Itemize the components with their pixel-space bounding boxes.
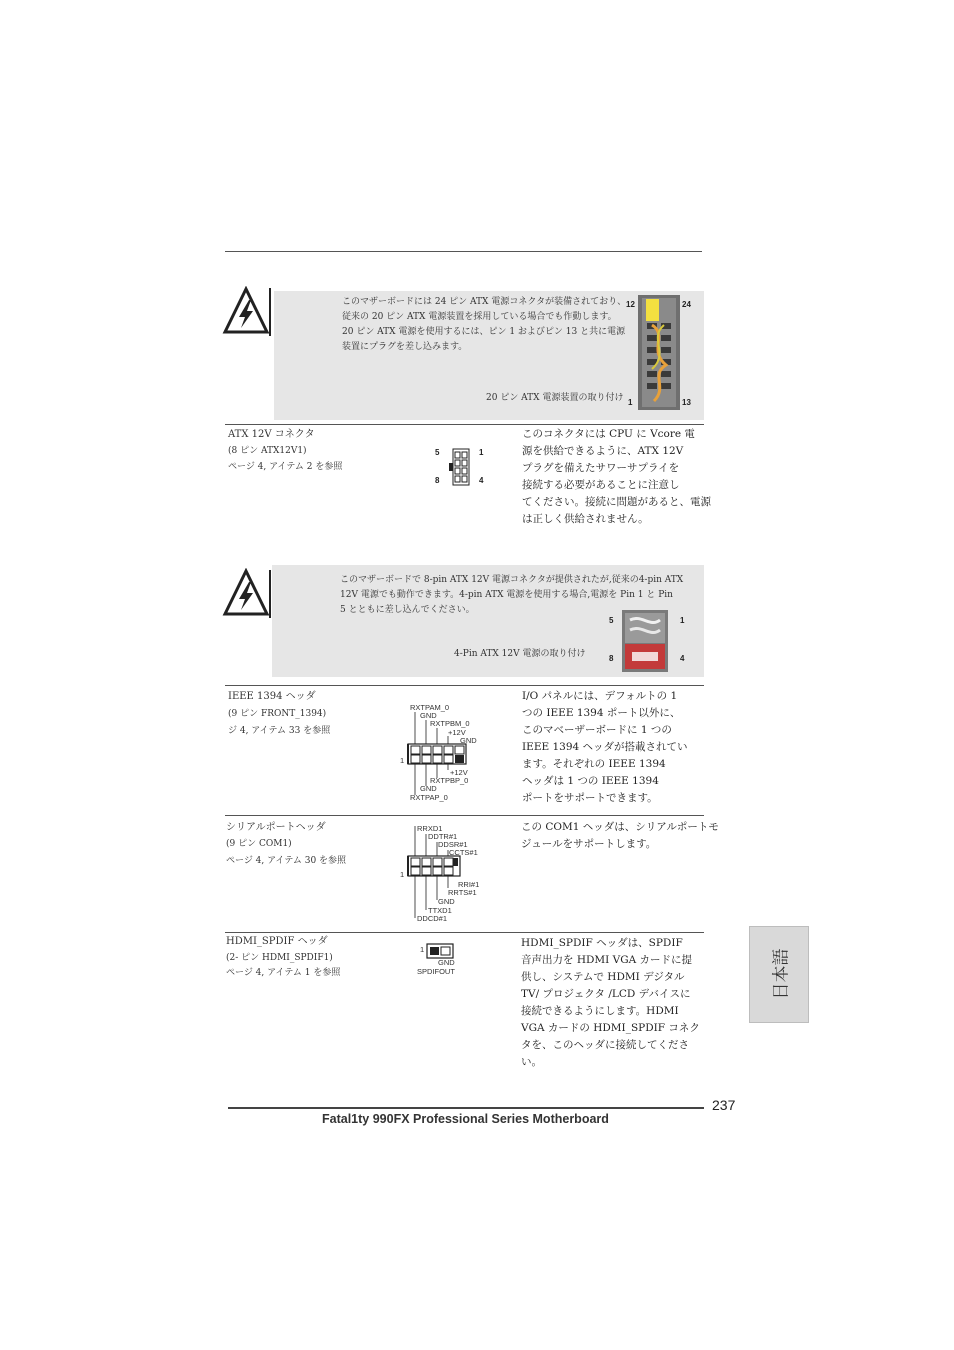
language-tab-label: 日本語 (771, 948, 792, 1000)
desc-line: プラグを備えたサワーサプライを (522, 462, 680, 474)
desc-line: い。 (521, 1056, 542, 1068)
section-title: シリアルポートヘッダ (226, 822, 326, 833)
pin-label: 1 (400, 756, 405, 765)
pin-label: RRI#1 (458, 880, 480, 889)
note-line: このマザーボードには 24 ピン ATX 電源コネクタが装備されており、 (342, 297, 627, 307)
section-ref: ページ 4, アイテム 30 を参照 (226, 856, 347, 866)
desc-line: タを、このヘッダに接続してくださ (521, 1039, 689, 1051)
atx-24pin-photo (638, 295, 680, 410)
section-rule (225, 685, 704, 686)
desc-line: VGA カードの HDMI_SPDIF コネク (521, 1022, 700, 1034)
section-sub: (9 ピン FRONT_1394) (228, 709, 327, 719)
desc-line: 接続する必要があることに注意し (522, 479, 680, 491)
desc-line: てください。接続に問題があると、電源 (522, 496, 711, 508)
note-line: 5 とともに差し込んでください。 (340, 605, 475, 615)
pin-label: +12V (450, 768, 468, 777)
desc-line: ジュールをサポートします。 (521, 838, 657, 850)
section-ref: ページ 4, アイテム 2 を参照 (228, 462, 343, 472)
section-title: HDMI_SPDIF ヘッダ (226, 936, 328, 947)
pin-label: TTXD1 (428, 906, 452, 915)
desc-line: は正しく供給されません。 (522, 513, 649, 525)
section-sub: (8 ピン ATX12V1) (228, 446, 307, 456)
note-line: 20 ピン ATX 電源を使用するには、ピン 1 およびピン 13 と共に電源 (342, 327, 626, 337)
pin-label: 5 (435, 448, 440, 457)
note-line: 従来の 20 ピン ATX 電源装置を採用している場合でも作動します。 (342, 312, 617, 322)
desc-line: ポートをサポートできます。 (522, 792, 658, 804)
section-rule (225, 932, 704, 933)
pin-label: RXTPBM_0 (430, 719, 470, 728)
pin-label: CCTS#1 (449, 848, 478, 857)
pin-label: GND (438, 897, 455, 906)
desc-line: ヘッダは 1 つの IEEE 1394 (522, 775, 659, 787)
section-ref: ページ 4, アイテム 1 を参照 (226, 968, 341, 978)
note-line: このマザーボードで 8-pin ATX 12V 電源コネクタが提供されたが,従来の4-pin ATX (340, 575, 684, 585)
footer-title: Fatal1ty 990FX Professional Series Motherboard (322, 1112, 609, 1126)
desc-line: このマベーザーボードに 1 つの (522, 724, 672, 736)
desc-line: IEEE 1394 ヘッダが搭載されてい (522, 741, 688, 753)
pin-label: RXTPAP_0 (410, 793, 448, 802)
ieee1394-header-diagram (405, 700, 485, 800)
pin-label: GND (460, 736, 477, 745)
pin-label: GND (438, 958, 455, 967)
desc-line: 音声出力を HDMI VGA カードに提 (521, 954, 693, 966)
note-caption: 4-Pin ATX 12V 電源の取り付け (454, 649, 586, 659)
note-caption: 20 ピン ATX 電源装置の取り付け (486, 393, 624, 403)
desc-line: HDMI_SPDIF ヘッダは、SPDIF (521, 937, 683, 949)
pin-label: 1 (400, 870, 405, 879)
warning-icon (222, 568, 272, 620)
footer-rule (228, 1107, 704, 1109)
top-rule (225, 251, 702, 252)
page-number: 237 (712, 1097, 736, 1113)
pin-label: SPDIFOUT (417, 967, 455, 976)
pin-label: 4 (680, 654, 685, 663)
section-sub: (9 ピン COM1) (226, 839, 292, 849)
desc-line: I/O パネルには、デフォルトの 1 (522, 690, 678, 702)
section-ref: ジ 4, アイテム 33 を参照 (228, 726, 331, 736)
section-rule (225, 815, 704, 816)
pin-label: DDSR#1 (438, 840, 468, 849)
pin-label: 5 (609, 616, 614, 625)
desc-line: つの IEEE 1394 ポート以外に、 (522, 707, 681, 719)
pin-label: RRTS#1 (448, 888, 477, 897)
pin-label: 24 (682, 300, 691, 309)
desc-line: 源を供給できるように、ATX 12V (522, 445, 684, 457)
pin-label: 12 (626, 300, 635, 309)
pin-label: 1 (680, 616, 685, 625)
atx12v-connector-diagram (448, 447, 474, 487)
pin-label: 1 (420, 945, 425, 954)
desc-line: ます。それぞれの IEEE 1394 (522, 758, 666, 770)
desc-line: 供し、システムで HDMI デジタル (521, 971, 685, 983)
desc-line: この COM1 ヘッダは、シリアルポートモ (521, 821, 719, 833)
pin-label: 1 (628, 398, 633, 407)
desc-line: このコネクタには CPU に Vcore 電 (522, 428, 695, 440)
pin-label: RXTPBP_0 (430, 776, 469, 785)
atx-4pin-photo (622, 610, 668, 672)
pin-label: GND (420, 784, 437, 793)
note-line: 装置にプラグを差し込みます。 (342, 342, 468, 352)
pin-label: 1 (479, 448, 484, 457)
desc-line: 接続できるようにします。HDMI (521, 1005, 679, 1017)
pin-label: +12V (448, 728, 466, 737)
pin-label: 13 (682, 398, 691, 407)
pin-label: 8 (609, 654, 614, 663)
note-line: 12V 電源でも動作できます。4-pin ATX 電源を使用する場合,電源を Pin 1 と Pin (340, 590, 673, 600)
section-title: IEEE 1394 ヘッダ (228, 691, 316, 702)
section-rule (225, 424, 704, 425)
warning-icon (222, 286, 272, 338)
pin-label: GND (420, 711, 437, 720)
pin-label: RRXD1 (417, 824, 443, 833)
pin-label: DDTR#1 (428, 832, 458, 841)
pin-label: RXTPAM_0 (410, 703, 450, 712)
pin-label: 8 (435, 476, 440, 485)
section-sub: (2- ピン HDMI_SPDIF1) (226, 953, 333, 963)
language-side-tab (749, 926, 809, 1023)
section-title: ATX 12V コネクタ (228, 429, 315, 440)
pin-label: DDCD#1 (417, 914, 448, 923)
pin-label: 4 (479, 476, 484, 485)
desc-line: TV/ プロジェクタ /LCD デバイスに (521, 988, 691, 1000)
